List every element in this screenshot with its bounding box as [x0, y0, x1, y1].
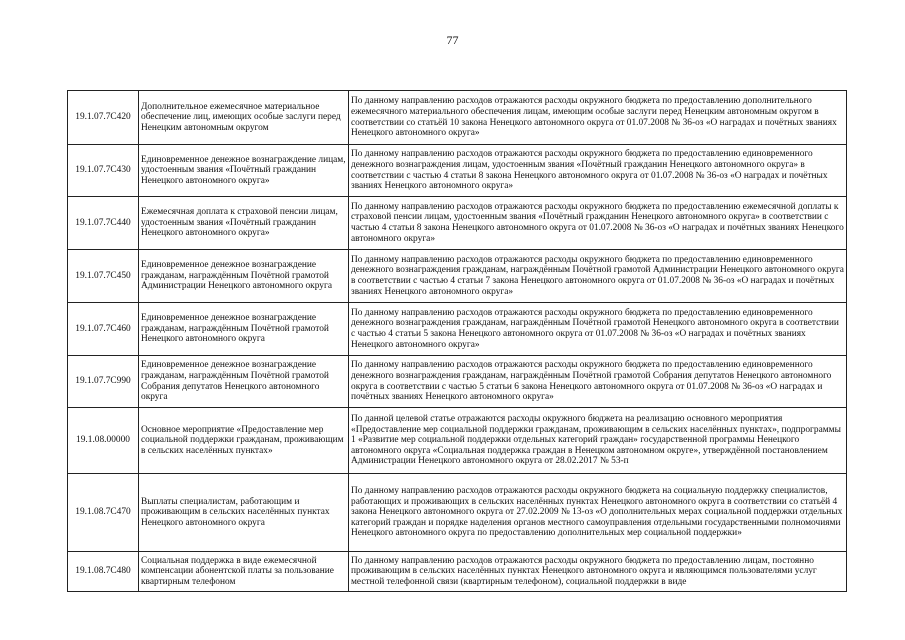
table-row [68, 145, 847, 197]
row-code: 19.1.07.7С450 [68, 250, 139, 303]
table-row [68, 474, 847, 552]
row-code: 19.1.07.7С430 [68, 145, 139, 197]
row-name: Единовременное денежное вознаграждение гражданам, награждённым Почётной грамотой Ненецкого автономного округа [139, 303, 349, 356]
table-row [68, 91, 847, 145]
row-description: По данному направлению расходов отражаются расходы окружного бюджета по предоставлению единовременного денежного вознаграждения гражданам, награждённым Почётной грамотой Собрания депутатов Ненецкого автономного округа в соответствии с частью 5 статьи 6 закона Ненецкого автономного округа от 01.07.2008 № 36-оз «О наградах и почётных званиях Ненецкого автономного округа» [349, 356, 847, 408]
row-description: По данной целевой статье отражаются расходы окружного бюджета на реализацию основного мероприятия «Предоставление мер социальной поддержки гражданам, проживающим в сельских населённых пунктах», подпрограммы 1 «Развитие мер социальной поддержки отдельных категорий граждан» государственной программы Ненецкого автономного округа «Социальная поддержка граждан в Ненецком автономном округе», утверждённой постановлением Администрации Ненецкого автономного округа от 28.02.2017 № 53-п [349, 408, 847, 474]
row-code: 19.1.07.7С440 [68, 197, 139, 250]
table-row [68, 303, 847, 356]
row-description: По данному направлению расходов отражаются расходы окружного бюджета по предоставлению лицам, постоянно проживающим в сельских населённых пунктах Ненецкого автономного округа и являющимся пользователями услуг местной телефонной связи (квартирным телефоном), социальной поддержки в виде [349, 552, 847, 592]
row-name: Единовременное денежное вознаграждение гражданам, награждённым Почётной грамотой Собрания депутатов Ненецкого автономного округа [139, 356, 349, 408]
table-row [68, 408, 847, 474]
row-description: По данному направлению расходов отражаются расходы окружного бюджета по предоставлению единовременного денежного вознаграждения гражданам, награждённым Почётной грамотой Ненецкого автономного округа в соответствии с частью 4 статьи 5 закона Ненецкого автономного округа от 01.07.2008 № 36-оз «О наградах и почётных званиях Ненецкого автономного округа» [349, 303, 847, 356]
row-description: По данному направлению расходов отражаются расходы окружного бюджета по предоставлению единовременного денежного вознаграждения лицам, удостоенным звания «Почётный гражданин Ненецкого автономного округа» в соответствии с частью 4 статьи 8 закона Ненецкого автономного округа от 01.07.2008 № 36-оз «О наградах и почётных званиях Ненецкого автономного округа» [349, 145, 847, 197]
row-description: По данному направлению расходов отражаются расходы окружного бюджета по предоставлению дополнительного ежемесячного материального обеспечения лицам, имеющим особые заслуги перед Ненецким автономным округом в соответствии со статьёй 10 закона Ненецкого автономного округа от 01.07.2008 № 36-оз «О наградах и почётных званиях Ненецкого автономного округа» [349, 91, 847, 145]
row-description: По данному направлению расходов отражаются расходы окружного бюджета на социальную поддержку специалистов, работающих и проживающих в сельских населённых пунктах Ненецкого автономного округа в соответствии со статьёй 4 закона Ненецкого автономного округа от 27.02.2009 № 13-оз «О дополнительных мерах социальной поддержки отдельных категорий граждан и порядке наделения органов местного самоуправления отдельными государственными полномочиями Ненецкого автономного округа по предоставлению дополнительных мер социальной поддержки» [349, 474, 847, 552]
row-description: По данному направлению расходов отражаются расходы окружного бюджета по предоставлению единовременного денежного вознаграждения гражданам, награждённым Почётной грамотой Администрации Ненецкого автономного округа в соответствии с частью 4 статьи 7 закона Ненецкого автономного округа от 01.07.2008 № 36-оз «О наградах и почётных званиях Ненецкого автономного округа» [349, 250, 847, 303]
row-name: Основное мероприятие «Предоставление мер социальной поддержки гражданам, проживающим в сельских населённых пунктах» [139, 408, 349, 474]
budget-classification-table [67, 90, 847, 592]
table-row [68, 356, 847, 408]
row-name: Единовременное денежное вознаграждение гражданам, награждённым Почётной грамотой Администрации Ненецкого автономного округа [139, 250, 349, 303]
row-code: 19.1.08.00000 [68, 408, 139, 474]
row-description: По данному направлению расходов отражаются расходы окружного бюджета по предоставлению ежемесячной доплаты к страховой пенсии лицам, удостоенным звания «Почётный гражданин Ненецкого автономного округа» в соответствии с частью 4 статьи 8 закона Ненецкого автономного округа от 01.07.2008 № 36-оз «О наградах и почётных званиях Ненецкого автономного округа» [349, 197, 847, 250]
row-name: Единовременное денежное вознаграждение лицам, удостоенным звания «Почётный гражданин Ненецкого автономного округа» [139, 145, 349, 197]
row-code: 19.1.08.7С480 [68, 552, 139, 592]
table-row [68, 250, 847, 303]
row-code: 19.1.07.7С420 [68, 91, 139, 145]
row-code: 19.1.07.7С460 [68, 303, 139, 356]
row-code: 19.1.08.7С470 [68, 474, 139, 552]
row-code: 19.1.07.7С990 [68, 356, 139, 408]
table-row [68, 197, 847, 250]
page-number: 77 [446, 33, 459, 47]
row-name: Выплаты специалистам, работающим и проживающим в сельских населённых пунктах Ненецкого автономного округа [139, 474, 349, 552]
table-row [68, 552, 847, 592]
row-name: Ежемесячная доплата к страховой пенсии лицам, удостоенным звания «Почётный гражданин Ненецкого автономного округа» [139, 197, 349, 250]
row-name: Дополнительное ежемесячное материальное обеспечение лиц, имеющих особые заслуги перед Ненецким автономным округом [139, 91, 349, 145]
row-name: Социальная поддержка в виде ежемесячной компенсации абонентской платы за пользование квартирным телефоном [139, 552, 349, 592]
